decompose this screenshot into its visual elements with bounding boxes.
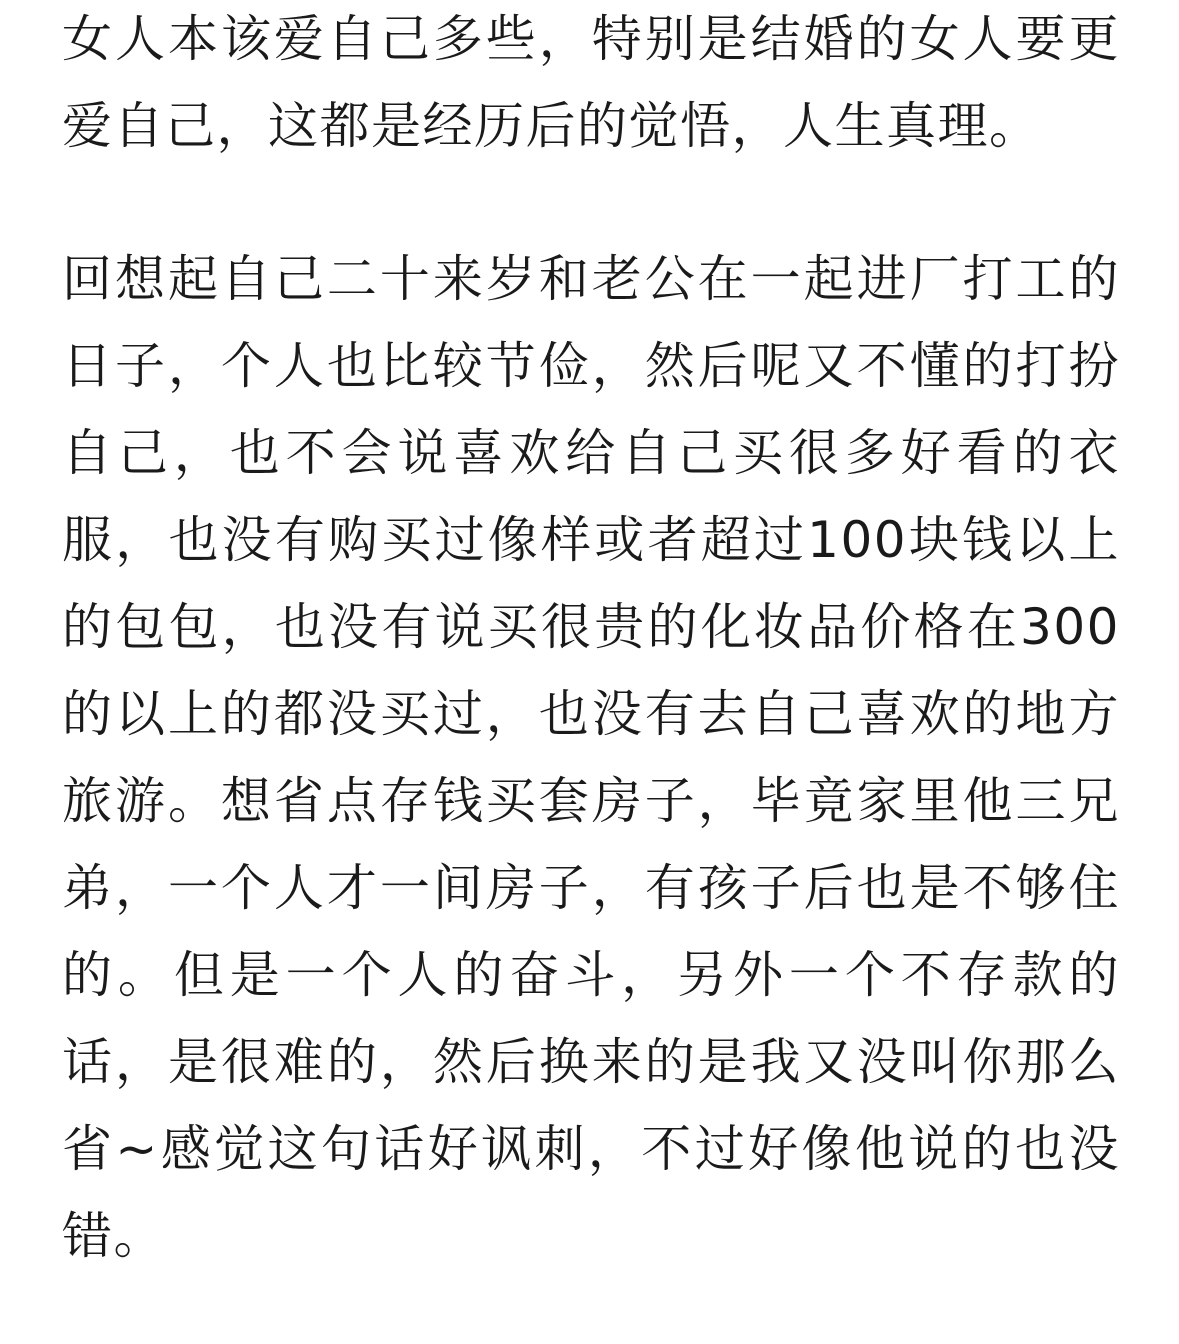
paragraph-intro: 女人本该爱自己多些，特别是结婚的女人要更爱自己，这都是经历后的觉悟，人生真理。 <box>62 10 1120 155</box>
paragraph-story: 回想起自己二十来岁和老公在一起进厂打工的日子，个人也比较节俭，然后呢又不懂的打扮自己，也不会说喜欢给自己买很多好看的衣服，也没有购买过像样或者超过100块钱以上的包包，也没有说买很贵的化妆品价格在300的以上的都没买过，也没有去自己喜欢的地方旅游。想省点存钱买套房子，毕竟家里他三兄弟，一个人才一间房子，有孩子后也是不够住的。但是一个人的奋斗，另外一个不存款的话，是很难的，然后换来的是我又没叫你那么省~感觉这句话好讽刺，不过好像他说的也没错。 <box>62 250 1120 1265</box>
article-body <box>62 0 1120 1280</box>
